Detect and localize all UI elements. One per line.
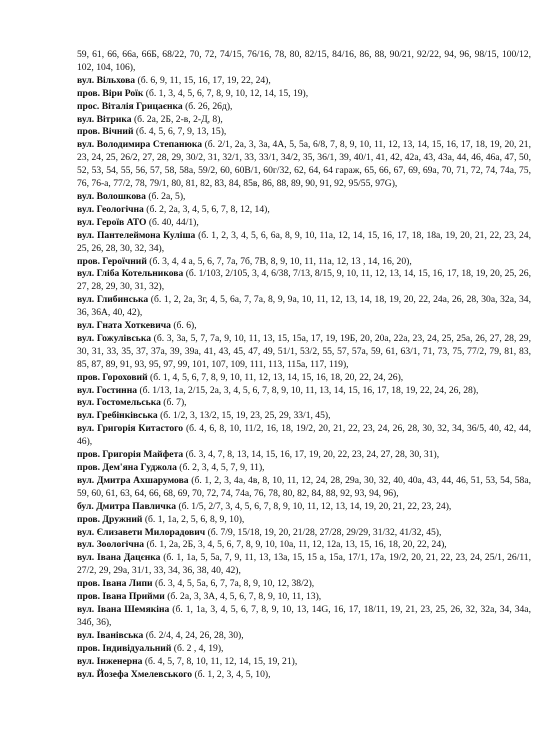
street-entry [77,385,531,398]
street-name: Гожулівська [96,332,152,344]
street-name: Гостомельська [96,397,161,409]
street-entry [77,591,531,604]
street-entry [77,604,531,630]
street-entry [77,49,531,75]
street-entry [77,397,531,410]
street-type: вул. [77,668,95,680]
street-name: Зоологічна [96,539,145,551]
street-name: Дем'яна Гуджола [102,462,177,473]
street-name: Героїв АТО [96,216,147,228]
street-name: Глибинська [96,294,149,306]
building-numbers: (б. 26, 26д), [185,100,233,112]
street-entry [77,578,531,591]
street-type: пров. [77,87,101,99]
street-name: Віталія Грицаєнка [101,100,183,112]
street-entry [77,501,531,514]
street-type: вул. [77,294,95,306]
street-type: вул. [77,384,95,396]
street-entry [77,449,531,462]
street-entry [77,475,531,501]
street-type: прос. [77,100,100,112]
street-entry [77,539,531,552]
street-name: Інженерна [96,655,143,667]
building-numbers: (б. 2а, 5), [148,190,186,202]
street-type: вул. [77,74,95,86]
street-type: вул. [77,332,95,344]
street-type: вул. [77,320,95,332]
building-numbers: (б. 6, 9, 11, 15, 16, 17, 19, 22, 24), [137,74,271,86]
street-entry [77,256,531,269]
street-entry [77,514,531,527]
building-numbers: (б. 1, 2а, 2Б, 3, 4, 5, 6, 7, 8, 9, 10, 10а, 11, 12, 12а, 13, 15, 16, 18, 20, 22, 24), [146,539,447,551]
street-entry [77,462,531,475]
building-numbers: (б. 4, 5, 7, 8, 10, 11, 12, 14, 15, 19, 21), [144,655,298,667]
street-name: Григорія Китастого [97,423,184,435]
street-entry [77,268,531,294]
building-numbers: (б. 7/9, 15/18, 19, 20, 21/28, 27/28, 29/29, 31/32, 41/32, 45), [207,526,442,538]
building-numbers: (б. 1, 2, 3, 4а, 4в, 8, 10, 11, 12, 24, 28, 29а, 30, 32, 40, 40а, 43, 44, 46, 51, 53, 54, 58а, 59, 60, 61, 63, 64, 66, 68, 69, 70, 72, 74, 74а, 76, 78, 80, 82, 84, 88, 92, 93, 94, 96), [77,474,531,499]
street-name: Віри Роїк [102,87,144,99]
street-type: пров. [77,513,101,525]
building-numbers: (б. 7), [163,397,187,409]
street-name: Івана Липи [102,578,153,590]
street-name: Вільхова [96,74,136,86]
building-numbers: (б. 4, 5, 6, 7, 9, 13, 15), [135,126,227,138]
street-entry [77,410,531,423]
street-type: вул. [77,526,95,538]
building-numbers: (б. 40, 44/1), [148,216,199,228]
building-numbers: (б. 3, 4, 4 а, 5, 6, 7, 7а, 7б, 7В, 8, 9, 10, 11, 11а, 12, 13 , 14, 16, 20), [149,255,412,267]
street-name: Дмитра Павличка [96,500,177,512]
street-entry [77,101,531,114]
street-name: Волошкова [96,190,146,202]
street-type: вул. [77,655,95,667]
street-type: вул. [77,629,95,641]
street-entry [77,423,531,449]
street-type: пров. [77,642,101,654]
street-type: вул. [77,203,95,215]
street-type: бул. [77,500,94,512]
building-numbers: (б. 1, 2, 3, 4, 5, 10), [194,668,271,680]
street-name: Іванівська [96,629,144,641]
street-type: вул. [77,474,95,486]
street-entry [77,527,531,540]
building-numbers: (б. 1/5, 2/7, 3, 4, 5, 6, 7, 8, 9, 10, 11, 12, 13, 14, 19, 20, 21, 22, 23, 24), [178,500,452,512]
street-name: Єлизавети Милорадович [96,526,206,538]
street-name: Пантелеймона Куліша [96,229,196,241]
street-name: Індивідуальний [102,642,172,654]
street-entry [77,630,531,643]
street-entry [77,126,531,139]
street-type: вул. [77,539,95,551]
street-name: Володимира Степанюка [96,139,202,151]
street-entry [77,294,531,320]
street-type: вул. [77,423,95,435]
street-name: Геологічна [96,203,144,215]
street-name: Дружний [102,513,143,525]
street-type: пров. [77,255,101,267]
street-entry [77,114,531,127]
street-type: пров. [77,591,101,603]
street-entry [77,204,531,217]
street-type: пров. [77,371,101,383]
street-entry [77,552,531,578]
building-numbers: (б. 1, 2, 3, 4, 5, 6, 6а, 8, 9, 10, 11а, 12, 14, 15, 16, 17, 18, 18а, 19, 20, 21, 22, 23, 24, 25, 26, 28, 30, 32, 34), [77,229,531,254]
street-entry [77,656,531,669]
street-name: Героїчний [102,255,147,267]
building-numbers: (б. 2а, 3, 3А, 4, 5, 6, 7, 8, 9, 10, 11, 13), [167,591,322,603]
street-name: Івана Дацєнка [96,552,161,564]
street-type: пров. [77,462,101,473]
street-name: Дмитра Ахшарумова [96,474,189,486]
building-numbers: (б. 1, 1а, 2, 5, 6, 8, 9, 10), [144,513,245,525]
street-name: Григорія Майфета [102,449,184,461]
building-numbers: (б. 1/2, 3, 13/2, 15, 19, 23, 25, 29, 33/1, 45), [160,410,331,422]
building-numbers: (б. 2/1, 2а, 3, 3а, 4А, 5, 5а, 6/8, 7, 8, 9, 10, 11, 12, 13, 14, 15, 16, 17, 18, 19, 20, 21, 23, 24, 25, 26/2, 27, 28, 29, 30/2, 31, 32/1, 33, 33/1, 34/2, 35, 36/1, 39, 40/1, 41, 42, 42а, 43, 43а, 44, 46, 46а, 47, 50, 52, 53, 54, 55, 56, 57, 58, 58а, 59/2, 60, 60В/1, 60г/32, 62, 64, 64 гараж, 65, 66, 67, 69, 69а, 70, 71, 72, 74, 74а, 75, 76, 76-а, 77/2, 78, 79/1, 80, 81, 82, 83, 84, 85в, 86, 88, 89, 90, 91, 92, 95/55, 97G), [77,139,531,190]
street-entry [77,320,531,333]
building-numbers: (б. 2, 2а, 3, 4, 5, 6, 7, 8, 12, 14), [146,203,270,215]
street-entry [77,88,531,101]
building-numbers: (б. 4, 6, 8, 10, 11/2, 16, 18, 19/2, 20, 21, 22, 23, 24, 26, 28, 30, 32, 34, 36/5, 40, 42, 44, 46), [77,423,531,448]
building-numbers: (б. 6), [173,320,197,332]
street-name: Івана Шемякіна [97,603,170,615]
street-type: вул. [77,113,95,125]
street-entry [77,333,531,372]
street-entry [77,191,531,204]
building-numbers: (б. 1, 3, 4, 5, 6, 7, 8, 9, 10, 12, 14, 15, 19), [145,87,309,99]
street-type: вул. [77,552,95,564]
street-type: вул. [77,603,95,615]
street-entry [77,230,531,256]
building-numbers: (б. 1, 1а, 3, 4, 5, 6, 7, 8, 9, 10, 13, 14G, 16, 17, 18/11, 19, 21, 23, 25, 26, 32, 32а, 34, 34а, 34б, 36), [77,603,531,628]
building-numbers: (б. 3, 4, 7, 8, 13, 14, 15, 16, 17, 19, 20, 22, 23, 24, 27, 28, 30, 31), [185,449,440,461]
building-numbers: 59, 61, 66, 66а, 66Б, 68/22, 70, 72, 74/15, 76/16, 78, 80, 82/15, 84/16, 86, 88, 90/21, 92/22, 94, 96, 98/15, 100/12, 102, 104, 106), [77,49,531,73]
street-entry [77,372,531,385]
street-type: вул. [77,397,95,409]
building-numbers: (б. 1, 4, 5, 6, 7, 8, 9, 10, 11, 12, 13, 14, 15, 16, 18, 20, 22, 24, 26), [150,371,404,383]
building-numbers: (б. 1/13, 1а, 2/15, 2а, 3, 4, 5, 6, 7, 8, 9, 10, 11, 13, 14, 15, 16, 17, 18, 19, 22, 24, 26, 28), [139,384,479,396]
building-numbers: (б. 2а, 2Б, 2-в, 2-Д, 8), [133,113,223,125]
street-name: Івана Прийми [102,591,165,603]
street-name: Гліба Котельникова [96,268,184,280]
street-type: вул. [77,139,95,151]
street-name: Гребінківська [96,410,158,422]
building-numbers: (б. 1, 2, 2а, 3г, 4, 5, 6а, 7, 7а, 8, 9, 9а, 10, 11, 12, 13, 14, 18, 19, 20, 22, 24а, 26, 28, 30а, 32а, 34, 36, 36А, 40, 42), [77,294,531,319]
building-numbers: (б. 2 , 4, 19), [173,642,224,654]
street-name: Вітрика [96,113,132,125]
street-type: пров. [77,449,101,461]
street-type: вул. [77,268,95,280]
street-entry [77,669,531,682]
street-entry [77,75,531,88]
street-name: Гороховий [102,371,148,383]
building-numbers: (б. 1/103, 2/105, 3, 4, 6/38, 7/13, 8/15, 9, 10, 11, 12, 13, 14, 15, 16, 17, 18, 19, 20, 25, 26, 27, 28, 29, 30, 31, 32), [77,268,531,293]
building-numbers: (б. 2, 3, 4, 5, 7, 9, 11), [179,462,265,473]
street-name: Йозефа Хмелевського [96,668,193,680]
street-type: пров. [77,126,101,138]
street-name: Вічний [102,126,134,138]
street-type: вул. [77,216,95,228]
street-name: Гната Хоткевича [96,320,171,332]
street-type: пров. [77,578,101,590]
building-numbers: (б. 3, 3а, 5, 7, 7а, 9, 10, 11, 13, 15, 15а, 17, 19, 19Б, 20, 20а, 22а, 23, 24, 25, 25а, 26, 27, 28, 29, 30, 31, 33, 35, 37, 37а, 39, 39а, 41, 43, 45, 47, 49, 51/1, 53/2, 55, 57, 57а, 59, 61, 63/1, 71, 73, 75, 77/2, 79, 81, 83, 85, 87, 89, 91, 93, 95, 97, 99, 101, 107, 109, 111, 113, 115а, 117, 119), [77,332,531,370]
building-numbers: (б. 1, 1а, 5, 5а, 7, 9, 11, 13, 13а, 15, 15 а, 15а, 17/1, 17а, 19/2, 20, 21, 22, 23, 24, 25/1, 26/11, 27/2, 29, 29а, 31/1, 33, 34, 36, 38, 40, 42), [77,552,531,577]
street-entry [77,217,531,230]
street-name: Гостинна [96,384,138,396]
building-numbers: (б. 3, 4, 5, 5а, 6, 7, 7а, 8, 9, 10, 12, 38/2), [155,578,315,590]
building-numbers: (б. 2/4, 4, 24, 26, 28, 30), [145,629,244,641]
street-entry [77,643,531,656]
street-type: вул. [77,229,95,241]
street-type: вул. [77,410,95,422]
street-entry [77,139,531,191]
street-type: вул. [77,190,95,202]
